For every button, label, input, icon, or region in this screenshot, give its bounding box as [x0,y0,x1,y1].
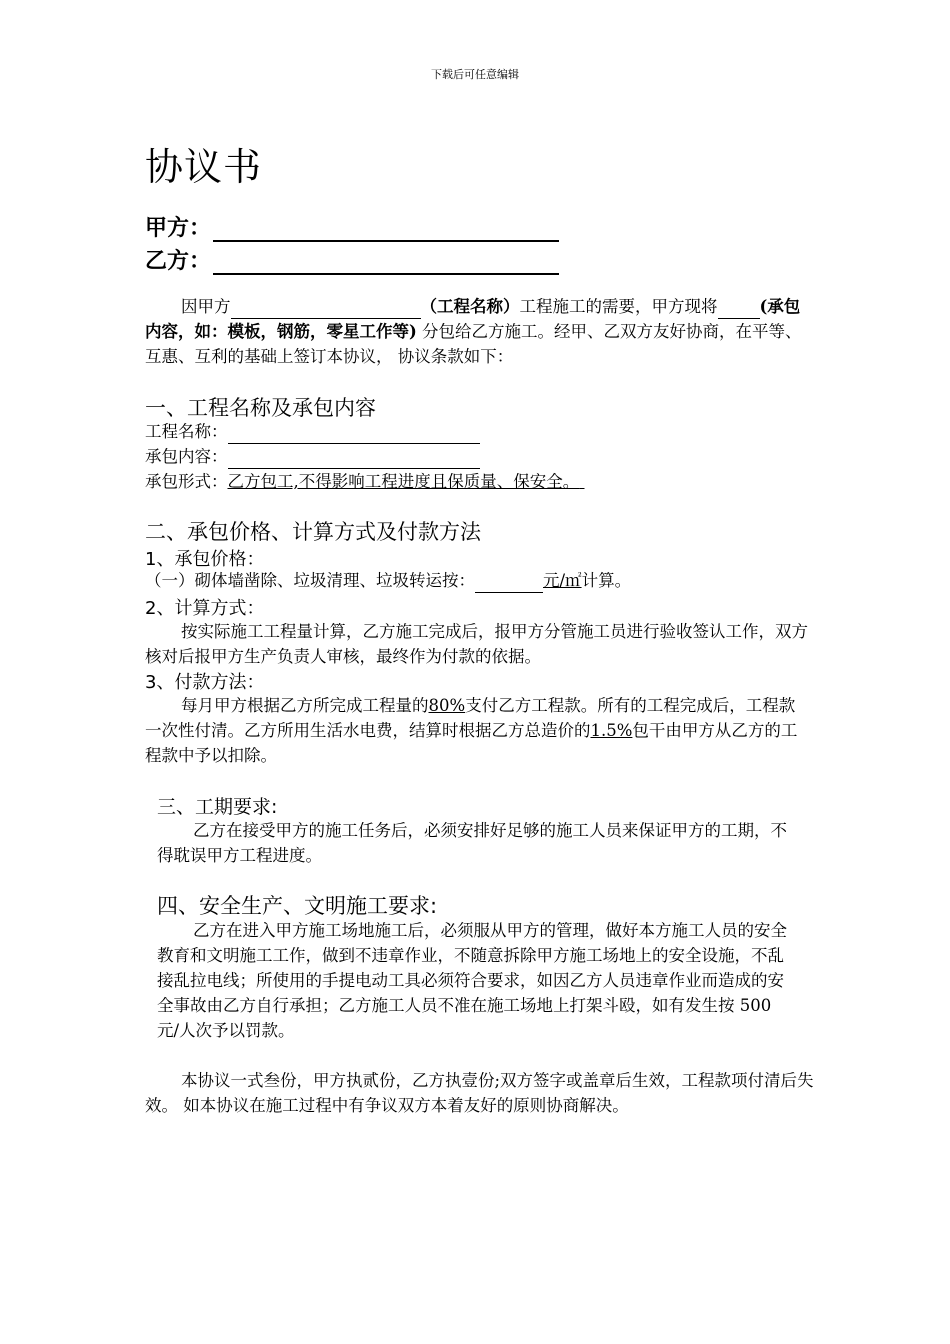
party-b-label: 乙方： [145,249,212,274]
contract-content-label: 承包内容： [145,447,228,466]
party-b-row [145,244,559,275]
project-name-blank[interactable] [231,300,421,319]
contract-content-field[interactable] [228,450,480,469]
payment-percentage: 80% [428,696,466,715]
payment-text: 每月甲方根据乙方所完成工程量的 [181,696,429,715]
price-item-text: （一）砌体墙凿除、垃圾清理、垃圾转运按： [145,571,475,590]
price-item-text: 计算。 [581,571,632,590]
party-b-blank[interactable] [213,253,559,275]
intro-project-name-hint: （工程名称） [420,297,520,316]
unit-price-blank[interactable] [475,574,543,593]
price-heading: 1、承包价格： [145,549,265,570]
utility-fee-percentage: 1.5% [590,721,633,740]
price-item-row [145,569,631,593]
project-name-row [145,420,480,444]
contract-content-row [145,445,480,469]
calc-paragraph: 按实际施工工程量计算，乙方施工完成后，报甲方分管施工员进行验收签认工作，双方核对后报甲方生产负责人审核，最终作为付款的依据。 [145,622,808,666]
party-a-row [145,211,559,242]
intro-text: 因甲方 [181,297,231,316]
document-title: 协议书 [145,145,263,189]
price-unit: 元/㎡ [543,571,582,590]
project-name-label: 工程名称： [145,422,228,441]
contract-form-value: 乙方包工,不得影响工程进度且保质量、保安全。 [227,472,580,491]
section3-paragraph: 乙方在接受甲方的施工任务后，必须安排好足够的施工人员来保证甲方的工期，不得耽误甲方工程进度。 [157,821,787,865]
section3-heading: 三、工期要求: [157,796,278,818]
intro-text: 分包给乙方施工。经甲、乙双方友好协商，在平等、互惠、互利的基础上签订本协议， 协议条款如下： [145,322,802,366]
section4-paragraph: 乙方在进入甲方施工场地施工后，必须服从甲方的管理，做好本方施工人员的安全教育和文明施工工作，做到不违章作业，不随意拆除甲方施工场地上的安全设施，不乱接乱拉电线；所使用的手提电动工具必须符合要求，如因乙方人员违章作业而造成的安全事故由乙方自行承担；乙方施工人员不准在施工场地上打架斗殴，如有发生按 500 元/人次予以罚款。 [157,921,787,1040]
contract-content-blank[interactable] [718,300,760,319]
section2-heading: 二、承包价格、计算方式及付款方法 [145,520,481,544]
payment-paragraph [145,693,810,768]
project-name-field[interactable] [228,425,480,444]
header-note: 下载后可任意编辑 [431,68,519,81]
calc-heading: 2、计算方式： [145,598,265,619]
section1-heading: 一、工程名称及承包内容 [145,396,376,420]
party-a-label: 甲方： [145,216,212,241]
party-a-blank[interactable] [213,220,559,242]
payment-text: 包干由甲方从乙方的工程款中予以扣除。 [145,721,798,765]
contract-form-row [145,470,585,494]
intro-content-hint: (承包内容，如：模板，钢筋，零星工作等) [145,297,801,341]
intro-text: 工程施工的需要，甲方现将 [519,297,718,316]
contract-form-label: 承包形式： [145,472,228,491]
payment-heading: 3、付款方法： [145,672,265,693]
closing-paragraph: 本协议一式叁份，甲方执贰份，乙方执壹份;双方签字或盖章后生效，工程款项付清后失效。 如本协议在施工过程中有争议双方本着友好的原则协商解决。 [145,1071,814,1115]
intro-paragraph [145,294,810,369]
payment-text: 支付乙方工程款。所有的工程完成后，工程款一次性付清。乙方所用生活水电费，结算时根据乙方总造价的 [145,696,796,740]
section4-heading: 四、安全生产、文明施工要求: [157,894,438,918]
